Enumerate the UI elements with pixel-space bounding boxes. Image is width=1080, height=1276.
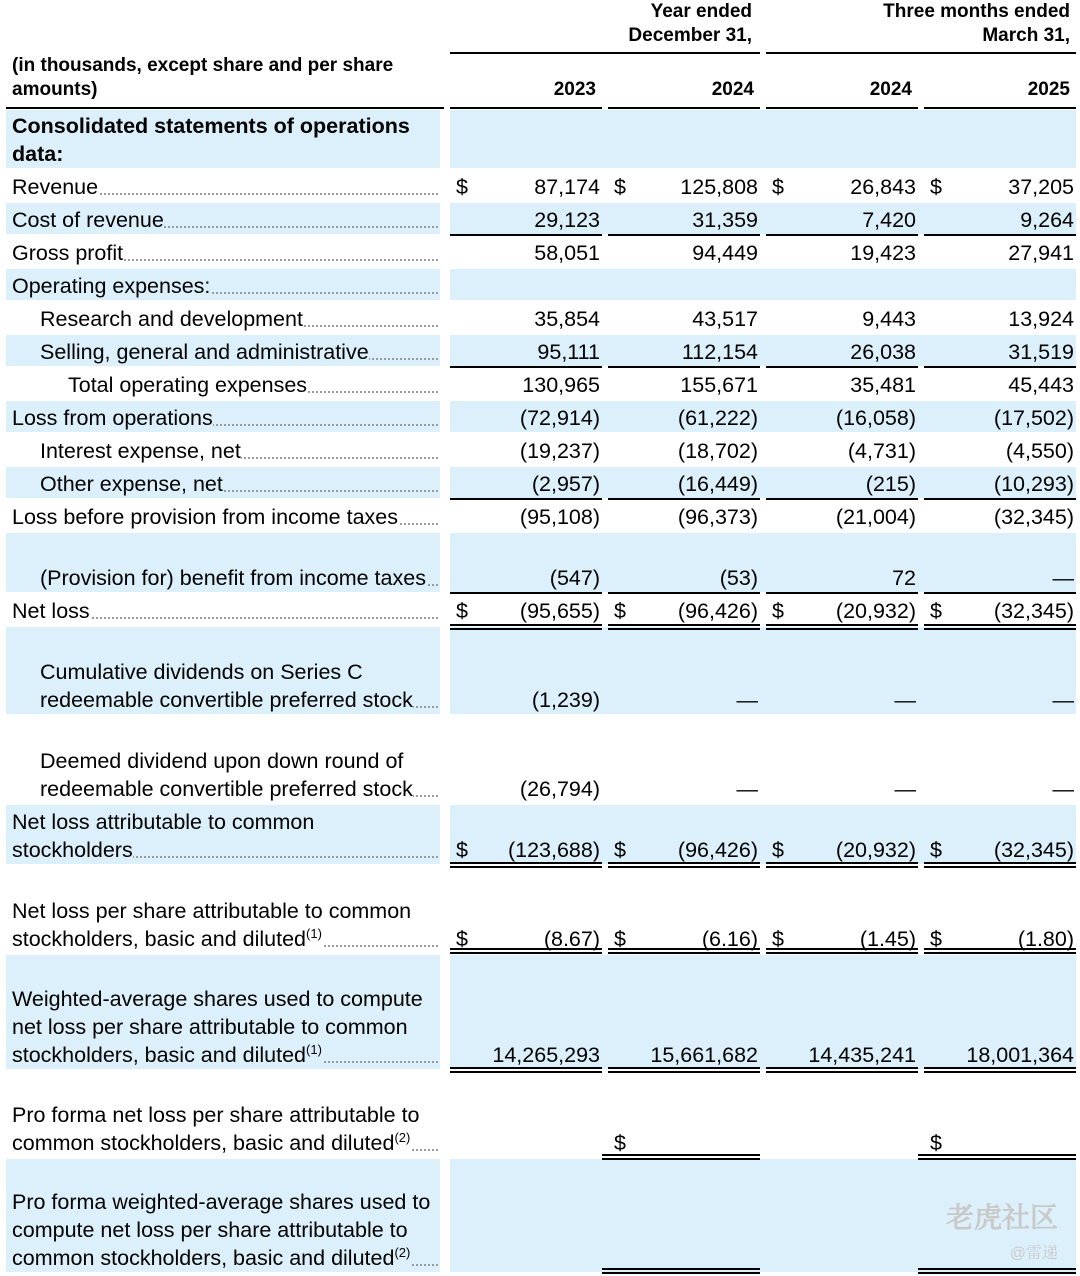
value-cell — [608, 135, 760, 168]
row-label-text: Revenue — [12, 175, 99, 199]
value-number: 58,051 — [534, 241, 600, 265]
value-cell — [766, 333, 918, 366]
value-cell — [608, 770, 760, 803]
value-cell — [450, 1124, 602, 1157]
value-cell — [608, 592, 760, 625]
row-label-text: Selling, general and administrative — [40, 340, 369, 364]
value-cell — [450, 559, 602, 592]
value-cell — [608, 465, 760, 498]
dollar-sign: $ — [456, 838, 468, 862]
total-double-rule — [924, 948, 1076, 954]
total-double-rule — [602, 1154, 760, 1160]
value-cell — [450, 465, 602, 498]
row-label-text: Pro forma net loss per share attributable to common stockholders, basic and diluted$^{(2)}$ — [12, 1103, 420, 1155]
value-cell — [450, 168, 602, 201]
value-cell — [608, 1036, 760, 1069]
dollar-sign: $ — [614, 927, 626, 951]
dollar-sign: $ — [930, 599, 942, 623]
dollar-sign: $ — [772, 599, 784, 623]
table-row — [0, 594, 1080, 625]
value-number: (10,293) — [993, 472, 1074, 496]
period-header-line2: December 31, — [628, 25, 752, 46]
footnote-marker: (2) — [394, 1129, 411, 1145]
value-cell — [766, 831, 918, 864]
row-label-text: Loss from operations — [12, 406, 213, 430]
value-number: (53) — [719, 566, 758, 590]
subtotal-rule — [608, 234, 760, 236]
dollar-sign: $ — [930, 175, 942, 199]
subtotal-rule — [766, 592, 918, 594]
period-underline-quarter — [766, 52, 1076, 54]
table-row — [0, 1159, 1080, 1272]
value-cell — [924, 168, 1076, 201]
row-label-text: Interest expense, net — [40, 439, 241, 463]
total-double-rule — [924, 862, 1076, 868]
dollar-sign: $ — [456, 175, 468, 199]
table-row — [0, 955, 1080, 1069]
row-label — [40, 305, 438, 333]
value-cell — [924, 498, 1076, 531]
value-number: 7,420 — [862, 208, 916, 232]
value-number: 9,264 — [1020, 208, 1074, 232]
value-cell — [766, 498, 918, 531]
value-number: (61,222) — [677, 406, 758, 430]
value-cell — [766, 770, 918, 803]
value-cell — [450, 267, 602, 300]
subtotal-rule — [766, 234, 918, 236]
year-header-col4: 2025 — [1027, 79, 1070, 100]
value-number: — — [894, 777, 916, 801]
total-double-rule — [608, 1067, 760, 1073]
table-row — [0, 170, 1080, 201]
row-label — [12, 503, 438, 531]
value-cell — [924, 201, 1076, 234]
value-number: (96,426) — [677, 838, 758, 862]
value-cell — [924, 681, 1076, 714]
header-rule — [924, 107, 1076, 109]
value-cell — [608, 267, 760, 300]
table-row — [0, 500, 1080, 531]
table-row — [0, 110, 1080, 168]
header-rule — [450, 107, 602, 109]
value-number: 94,449 — [692, 241, 758, 265]
row-label-text: Pro forma weighted-average shares used to compute net loss per share attributable to common stockholders, basic and diluted$^{(2)}$ — [12, 1190, 431, 1270]
row-label — [40, 470, 438, 498]
value-cell — [924, 366, 1076, 399]
total-double-rule — [766, 862, 918, 868]
subtotal-rule — [450, 234, 602, 236]
value-cell — [608, 399, 760, 432]
value-number: (32,345) — [993, 838, 1074, 862]
value-cell — [450, 1036, 602, 1069]
row-label-text: Cumulative dividends on Series C redeemable convertible preferred stock — [40, 660, 413, 712]
value-number: (20,932) — [835, 599, 916, 623]
total-double-rule — [918, 1154, 1076, 1160]
row-label-text: Gross profit — [12, 241, 124, 265]
value-cell — [924, 399, 1076, 432]
table-row — [0, 1071, 1080, 1157]
value-number: 19,423 — [850, 241, 916, 265]
value-number: (26,794) — [519, 777, 600, 801]
value-cell — [450, 399, 602, 432]
value-cell — [450, 770, 602, 803]
table-row — [0, 627, 1080, 714]
value-number: 155,671 — [680, 373, 758, 397]
period-header-three-months — [820, 0, 1070, 48]
value-cell — [608, 300, 760, 333]
dollar-sign: $ — [772, 927, 784, 951]
value-number: (123,688) — [507, 838, 600, 862]
value-number: 35,481 — [850, 373, 916, 397]
value-number: 37,205 — [1008, 175, 1074, 199]
value-number: (2,957) — [531, 472, 600, 496]
table-row — [0, 401, 1080, 432]
total-double-rule — [450, 862, 602, 868]
value-cell — [924, 234, 1076, 267]
subtotal-rule — [766, 366, 918, 368]
value-cell — [608, 201, 760, 234]
row-label — [12, 206, 438, 234]
value-number: 112,154 — [681, 340, 758, 364]
dollar-sign: $ — [614, 1131, 626, 1155]
year-header-col1: 2023 — [553, 79, 596, 100]
value-cell — [766, 465, 918, 498]
value-number: (1.45) — [859, 927, 916, 951]
value-cell — [924, 135, 1076, 168]
table-row — [0, 269, 1080, 300]
subtotal-rule — [608, 592, 760, 594]
table-row — [0, 805, 1080, 864]
value-cell — [766, 559, 918, 592]
value-cell — [766, 366, 918, 399]
value-cell — [766, 234, 918, 267]
value-number: 45,443 — [1008, 373, 1074, 397]
row-label — [68, 371, 438, 399]
value-number: (8.67) — [543, 927, 600, 951]
value-number: (32,345) — [993, 505, 1074, 529]
value-number: (95,655) — [519, 599, 600, 623]
value-cell — [608, 1124, 760, 1157]
table-row — [0, 203, 1080, 234]
row-label — [12, 272, 438, 300]
row-label-text: Deemed dividend upon down round of redeemable convertible preferred stock — [40, 749, 413, 801]
value-cell — [924, 432, 1076, 465]
value-number: 31,519 — [1008, 340, 1074, 364]
row-label — [12, 597, 438, 625]
value-cell — [608, 366, 760, 399]
row-label-text: Loss before provision from income taxes — [12, 505, 398, 529]
dollar-sign: $ — [930, 927, 942, 951]
total-double-rule — [450, 948, 602, 954]
value-number: (547) — [549, 566, 600, 590]
value-number: — — [1052, 777, 1074, 801]
dollar-sign: $ — [772, 838, 784, 862]
period-header-year-ended — [600, 0, 752, 48]
period-underline-year — [450, 52, 760, 54]
footnote-marker: (2) — [394, 1244, 411, 1260]
value-cell — [766, 432, 918, 465]
value-cell — [450, 300, 602, 333]
total-double-rule — [766, 948, 918, 954]
total-double-rule — [450, 1067, 602, 1073]
value-number: (96,373) — [677, 505, 758, 529]
watermark-handle: @雷递 — [1009, 1245, 1058, 1262]
value-number: (19,237) — [519, 439, 600, 463]
value-cell — [924, 333, 1076, 366]
dollar-sign: $ — [456, 599, 468, 623]
table-row — [0, 335, 1080, 366]
value-cell — [608, 681, 760, 714]
value-number: (20,932) — [835, 838, 916, 862]
value-number: — — [894, 688, 916, 712]
subtotal-rule — [924, 498, 1076, 500]
value-number: — — [1052, 688, 1074, 712]
value-cell — [924, 1124, 1076, 1157]
value-number: (1.80) — [1017, 927, 1074, 951]
table-row — [0, 434, 1080, 465]
total-double-rule — [766, 1067, 918, 1073]
value-number: 26,038 — [850, 340, 916, 364]
row-label-text: Net loss attributable to common stockholders — [12, 810, 315, 862]
value-number: (16,449) — [677, 472, 758, 496]
value-number: (6.16) — [701, 927, 758, 951]
row-label — [40, 338, 438, 366]
units-note: (in thousands, except share and per share amounts) — [12, 55, 394, 100]
subtotal-rule — [608, 498, 760, 500]
value-cell — [608, 333, 760, 366]
row-label-text: Net loss — [12, 599, 90, 623]
row-label — [12, 985, 438, 1069]
row-label — [40, 437, 438, 465]
value-cell — [608, 559, 760, 592]
value-cell — [450, 234, 602, 267]
value-cell — [766, 135, 918, 168]
footnote-marker: (1) — [306, 925, 322, 941]
period-header-line1: Year ended — [650, 1, 752, 22]
value-number: 72 — [892, 566, 916, 590]
year-header-col3: 2024 — [869, 79, 912, 100]
row-label — [40, 564, 438, 592]
row-label — [12, 173, 438, 201]
value-cell — [608, 498, 760, 531]
value-cell — [766, 300, 918, 333]
table-row — [0, 533, 1080, 592]
dollar-sign: $ — [930, 1131, 942, 1155]
value-number: 14,265,293 — [492, 1043, 600, 1067]
value-cell — [450, 333, 602, 366]
value-cell — [924, 831, 1076, 864]
year-header-col2: 2024 — [711, 79, 754, 100]
value-cell — [766, 399, 918, 432]
table-row — [0, 716, 1080, 803]
header-rule — [608, 107, 760, 109]
value-cell — [766, 1036, 918, 1069]
value-cell — [924, 300, 1076, 333]
table-row — [0, 368, 1080, 399]
row-label-text: Research and development — [40, 307, 303, 331]
value-number: 95,111 — [537, 340, 600, 364]
value-number: — — [736, 688, 758, 712]
row-label-text: Operating expenses: — [12, 274, 211, 298]
subtotal-rule — [450, 498, 602, 500]
value-number: (16,058) — [835, 406, 916, 430]
row-label — [12, 808, 438, 864]
value-cell — [924, 267, 1076, 300]
table-row — [0, 866, 1080, 953]
row-label-text: Other expense, net — [40, 472, 223, 496]
value-number: 13,924 — [1008, 307, 1074, 331]
value-number: — — [736, 777, 758, 801]
subtotal-rule — [924, 366, 1076, 368]
value-number: 26,843 — [850, 175, 916, 199]
row-label — [40, 658, 438, 714]
value-number: (95,108) — [519, 505, 600, 529]
value-cell — [450, 831, 602, 864]
value-number: 18,001,364 — [966, 1043, 1074, 1067]
value-number: — — [1052, 566, 1074, 590]
total-double-rule — [918, 1268, 1076, 1274]
value-number: (72,914) — [519, 406, 600, 430]
watermark-brand: 老虎社区 — [945, 1202, 1058, 1233]
row-label-text: Net loss per share attributable to common stockholders, basic and diluted$^{(1)}$ — [12, 899, 412, 951]
total-double-rule — [450, 624, 602, 630]
value-cell — [766, 681, 918, 714]
value-number: 125,808 — [680, 175, 758, 199]
subtotal-rule — [766, 498, 918, 500]
subtotal-rule — [450, 366, 602, 368]
value-cell — [608, 432, 760, 465]
value-cell — [766, 267, 918, 300]
total-double-rule — [766, 624, 918, 630]
value-cell — [766, 592, 918, 625]
period-header-line2: March 31, — [982, 25, 1070, 46]
value-number: (21,004) — [835, 505, 916, 529]
row-label-text: Cost of revenue — [12, 208, 164, 232]
row-label-text: Total operating expenses — [68, 373, 308, 397]
value-cell — [450, 592, 602, 625]
value-cell — [450, 432, 602, 465]
table-row — [0, 302, 1080, 333]
row-label — [12, 1188, 438, 1272]
subtotal-rule — [924, 234, 1076, 236]
row-label-text: Weighted-average shares used to compute net loss per share attributable to common stockholders, basic and diluted$^{(1)}$ — [12, 987, 423, 1067]
total-double-rule — [602, 1268, 760, 1274]
value-number: 29,123 — [534, 208, 600, 232]
value-number: 87,174 — [534, 175, 600, 199]
dollar-sign: $ — [614, 599, 626, 623]
total-double-rule — [924, 624, 1076, 630]
total-double-rule — [608, 862, 760, 868]
row-label — [12, 1101, 438, 1157]
value-cell — [450, 135, 602, 168]
value-cell — [450, 201, 602, 234]
value-cell — [766, 1239, 918, 1272]
value-cell — [450, 681, 602, 714]
value-number: (18,702) — [677, 439, 758, 463]
value-cell — [766, 168, 918, 201]
value-cell — [924, 465, 1076, 498]
value-cell — [608, 831, 760, 864]
value-cell — [924, 770, 1076, 803]
value-number: 31,359 — [692, 208, 758, 232]
value-number: 15,661,682 — [650, 1043, 758, 1067]
row-label — [12, 404, 438, 432]
value-cell — [766, 201, 918, 234]
row-label — [12, 239, 438, 267]
value-cell — [450, 366, 602, 399]
dollar-sign: $ — [772, 175, 784, 199]
value-cell — [450, 1239, 602, 1272]
row-label — [12, 897, 438, 953]
value-number: (17,502) — [993, 406, 1074, 430]
value-cell — [608, 234, 760, 267]
row-label — [40, 747, 438, 803]
value-number: 43,517 — [692, 307, 758, 331]
value-cell — [450, 498, 602, 531]
dollar-sign: $ — [614, 175, 626, 199]
header-rule — [766, 107, 918, 109]
value-cell — [924, 559, 1076, 592]
row-label — [12, 112, 438, 168]
footnote-marker: (1) — [306, 1041, 322, 1057]
value-number: 27,941 — [1008, 241, 1074, 265]
value-number: 130,965 — [522, 373, 600, 397]
dollar-sign: $ — [456, 927, 468, 951]
table-row — [0, 467, 1080, 498]
table-row — [0, 236, 1080, 267]
value-number: (4,731) — [847, 439, 916, 463]
row-label-text: (Provision for) benefit from income taxes — [40, 566, 426, 590]
value-cell — [608, 168, 760, 201]
total-double-rule — [924, 1067, 1076, 1073]
subtotal-rule — [450, 592, 602, 594]
value-number: (1,239) — [531, 688, 600, 712]
value-number: (4,550) — [1005, 439, 1074, 463]
dollar-sign: $ — [930, 838, 942, 862]
header-rule — [6, 107, 444, 109]
value-cell — [766, 1124, 918, 1157]
subtotal-rule — [924, 592, 1076, 594]
value-number: (96,426) — [677, 599, 758, 623]
value-cell — [924, 1036, 1076, 1069]
value-number: 9,443 — [862, 307, 916, 331]
value-number: 35,854 — [534, 307, 600, 331]
subtotal-rule — [608, 366, 760, 368]
value-number: (215) — [865, 472, 916, 496]
total-double-rule — [608, 624, 760, 630]
dollar-sign: $ — [614, 838, 626, 862]
value-number: 14,435,241 — [808, 1043, 916, 1067]
period-header-line1: Three months ended — [883, 1, 1070, 22]
value-number: (32,345) — [993, 599, 1074, 623]
value-cell — [924, 592, 1076, 625]
total-double-rule — [608, 948, 760, 954]
row-label-text: Consolidated statements of operations data: — [12, 114, 410, 166]
